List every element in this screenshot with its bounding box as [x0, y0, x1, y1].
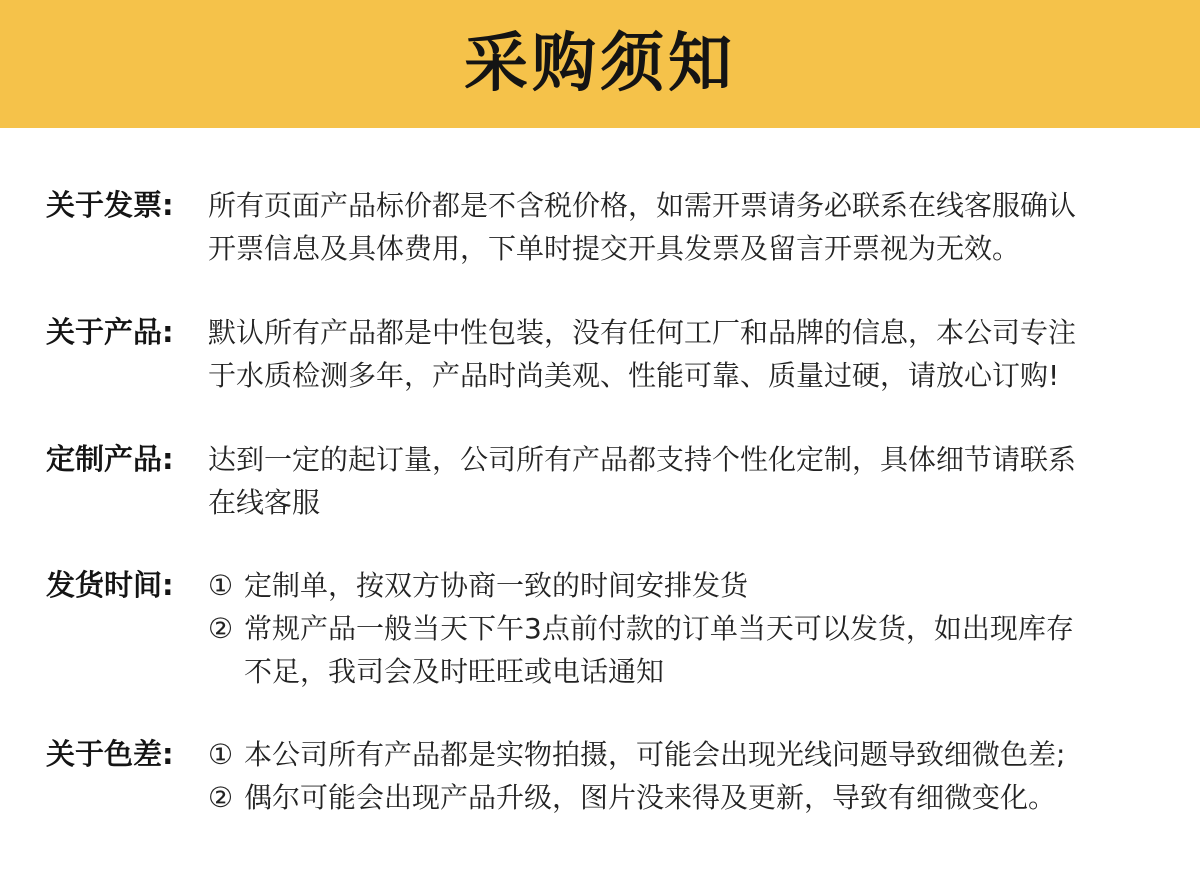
- list-item: [208, 776, 1166, 819]
- section-label: 关于发票:: [46, 188, 174, 222]
- section-body: [208, 311, 1166, 397]
- body-line: 不足，我司会及时旺旺或电话通知: [244, 655, 665, 688]
- section-body: [208, 438, 1166, 524]
- body-line: 于水质检测多年，产品时尚美观、性能可靠、质量过硬，请放心订购!: [208, 359, 1060, 392]
- section-label: 发货时间:: [46, 568, 174, 602]
- body-line: 本公司所有产品都是实物拍摄，可能会出现光线问题导致细微色差;: [244, 738, 1066, 771]
- item-number: ②: [208, 612, 234, 645]
- page-title: 采购须知: [464, 27, 736, 101]
- section-body: [208, 564, 1166, 693]
- header-banner: [0, 0, 1200, 128]
- item-number: ①: [208, 569, 234, 602]
- section-label: 定制产品:: [46, 442, 174, 476]
- body-line: 开票信息及具体费用，下单时提交开具发票及留言开票视为无效。: [208, 232, 1021, 265]
- section-body: [208, 733, 1166, 819]
- body-line: 定制单，按双方协商一致的时间安排发货: [244, 569, 749, 602]
- section-label: 关于色差:: [46, 737, 174, 771]
- list-item: [208, 607, 1166, 693]
- list-item: [208, 564, 1166, 607]
- body-line: 默认所有产品都是中性包装，没有任何工厂和品牌的信息，本公司专注: [208, 316, 1077, 349]
- section-body: [208, 184, 1166, 270]
- item-number: ②: [208, 781, 234, 814]
- body-line: 在线客服: [208, 486, 321, 519]
- section-label: 关于产品:: [46, 315, 174, 349]
- body-line: 偶尔可能会出现产品升级，图片没来得及更新，导致有细微变化。: [244, 781, 1057, 814]
- list-item: [208, 733, 1166, 776]
- body-line: 常规产品一般当天下午3点前付款的订单当天可以发货，如出现库存: [244, 612, 1074, 645]
- item-number: ①: [208, 738, 234, 771]
- body-line: 所有页面产品标价都是不含税价格，如需开票请务必联系在线客服确认: [208, 189, 1077, 222]
- body-line: 达到一定的起订量，公司所有产品都支持个性化定制，具体细节请联系: [208, 443, 1077, 476]
- notice-content: [0, 128, 1200, 892]
